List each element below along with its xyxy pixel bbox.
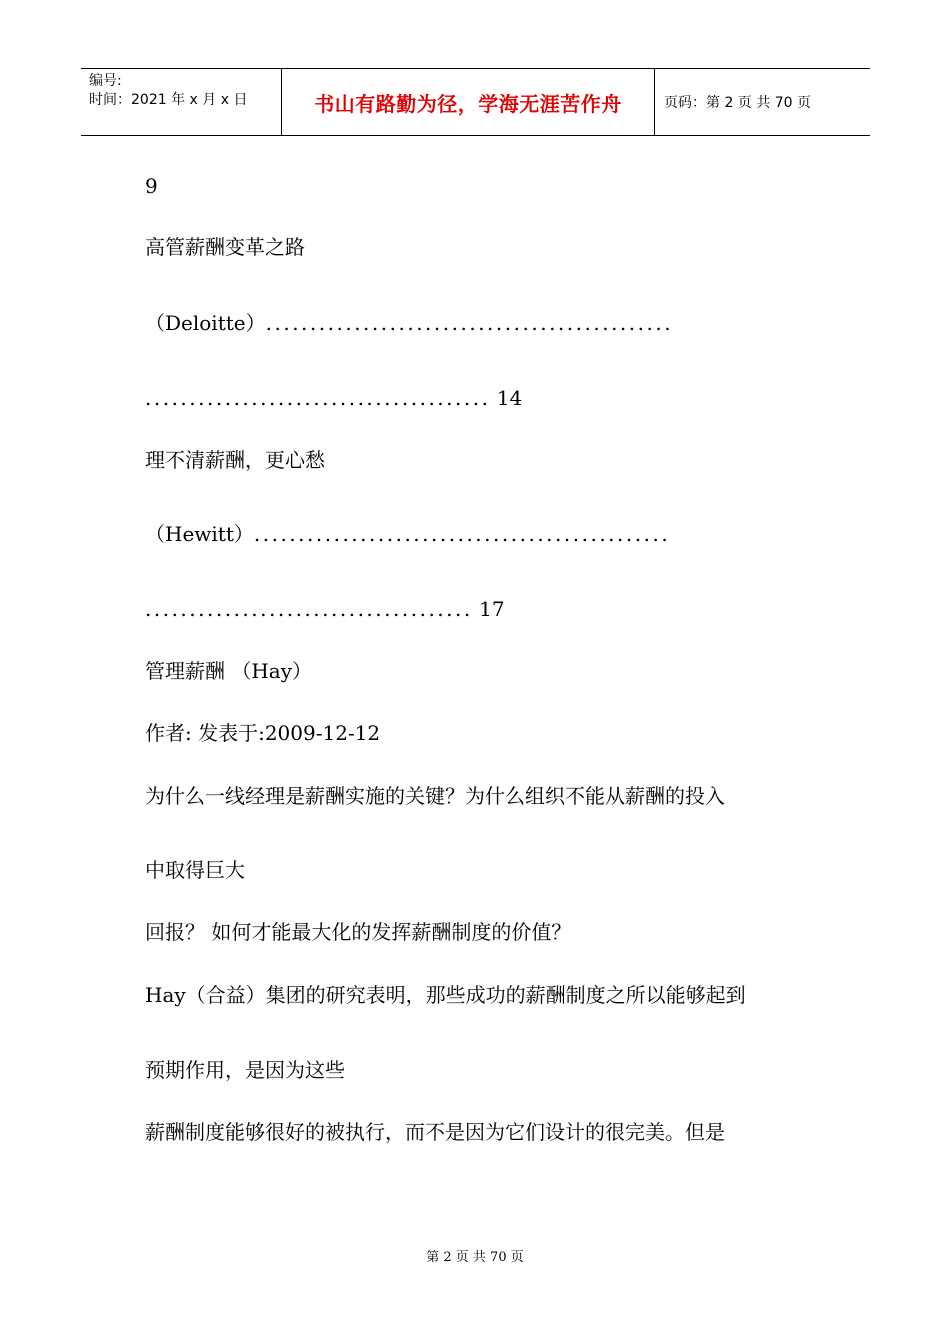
- toc-source: （Hewitt）: [145, 522, 254, 546]
- header-meta: [81, 69, 281, 135]
- page-footer: 第 2 页 共 70 页: [426, 1250, 524, 1265]
- toc-reference: [145, 311, 673, 335]
- document-header: [81, 68, 870, 136]
- header-page-info: 页码：第 2 页 共 70 页: [664, 95, 811, 111]
- toc-source: （Deloitte）: [145, 311, 266, 335]
- date-label: 时间：2021 年 x 月 x 日: [89, 92, 248, 108]
- toc-page-number: 17: [479, 597, 505, 621]
- header-motto: 书山有路勤为径，学海无涯苦作舟: [314, 91, 622, 116]
- toc-page-number: 14: [496, 386, 523, 410]
- toc-leader-dots: ...............................................: [253, 522, 671, 546]
- toc-reference-cont: [145, 386, 522, 410]
- article-title: 管理薪酬 （Hay）: [145, 659, 313, 683]
- toc-title: 高管薪酬变革之路: [145, 235, 305, 259]
- paragraph-text: Hay（合益）集团的研究表明，那些成功的薪酬制度之所以能够起到: [145, 983, 746, 1007]
- toc-number: 9: [145, 174, 158, 198]
- header-divider: [654, 69, 655, 135]
- paragraph-text: 预期作用，是因为这些: [145, 1058, 345, 1082]
- paragraph-text: 薪酬制度能够很好的被执行，而不是因为它们设计的很完美。但是: [145, 1120, 725, 1144]
- author-line: 作者: 发表于:2009-12-12: [145, 721, 381, 745]
- toc-reference: [145, 522, 670, 546]
- toc-leader-dots: .....................................: [145, 597, 473, 621]
- toc-leader-dots: .......................................: [145, 386, 491, 410]
- toc-title: 理不清薪酬，更心愁: [145, 448, 325, 472]
- toc-leader-dots: ..............................................: [265, 311, 674, 335]
- paragraph-text: 中取得巨大: [145, 858, 245, 882]
- paragraph-text: 为什么一线经理是薪酬实施的关键？为什么组织不能从薪酬的投入: [145, 784, 725, 808]
- paragraph-text: 回报？ 如何才能最大化的发挥薪酬制度的价值？: [145, 920, 572, 944]
- serial-number-label: 编号:: [89, 73, 122, 89]
- toc-reference-cont: [145, 597, 505, 621]
